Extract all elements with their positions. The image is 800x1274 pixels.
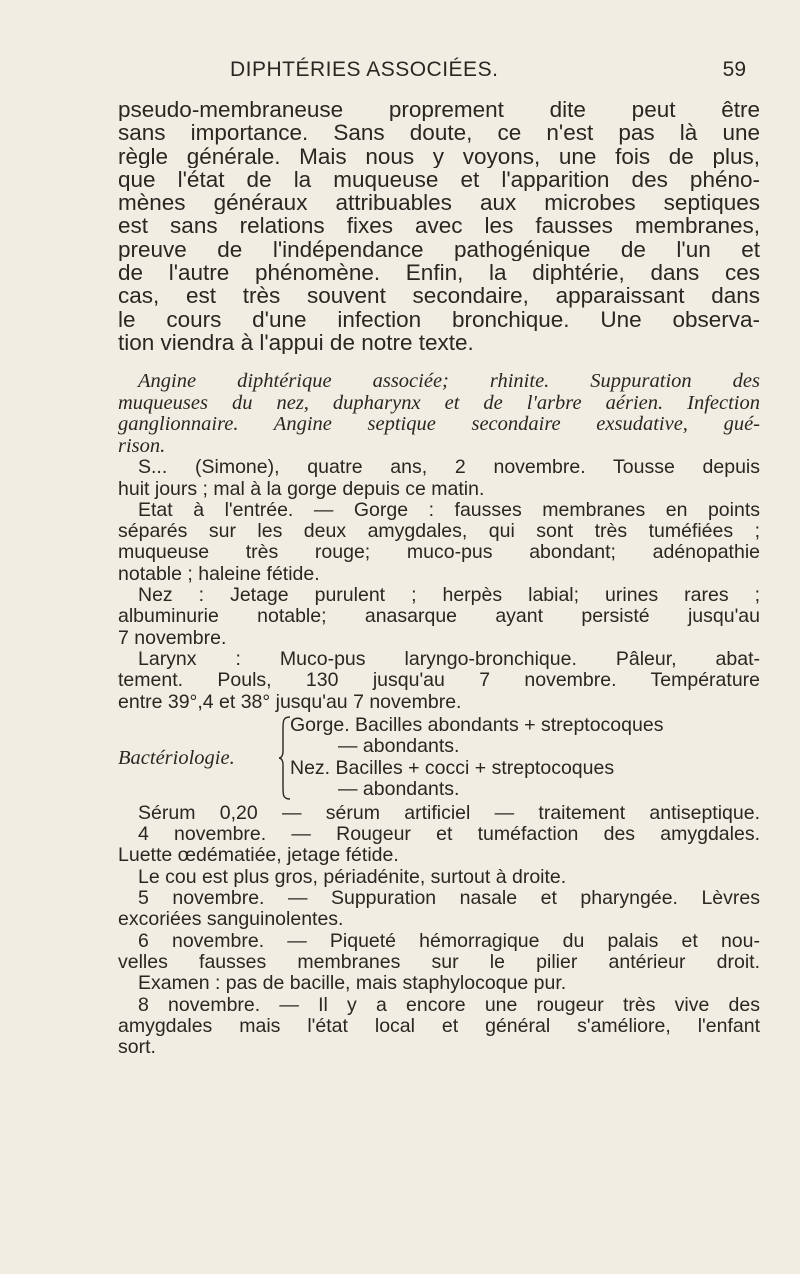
intro-paragraph [118,98,760,354]
text-line: sans importance. Sans doute, ce n'est pas là une [118,121,760,145]
text-line: ganglionnaire. Angine septique secondaire exsudative, gué- [118,414,760,436]
text-line: Le cou est plus gros, périadénite, surtout à droite. [138,866,567,888]
text-line: est sans relations fixes avec les fausses membranes, [118,214,760,238]
text-line: pseudo-membraneuse proprement dite peut être [118,98,760,122]
text-line: Nez. Bacilles + cocci + streptocoques [290,757,615,779]
bacteriology-block [118,715,760,803]
text-line: règle générale. Mais nous y voyons, une fois de plus, [118,144,760,168]
bacteriology-label: Bactériologie. [118,746,235,769]
text-line: Nez : Jetage purulent ; herpès labial; urines rares ; [138,585,760,607]
text-line: le cours d'une infection bronchique. Une observa- [118,307,760,331]
text-line: muqueuses du nez, dupharynx et de l'arbre aérien. Infection [118,392,760,414]
text-line: Etat à l'entrée. — Gorge : fausses membranes en points [138,499,760,521]
text-line: séparés sur les deux amygdales, qui sont très tuméfiées ; [118,521,760,543]
text-line: S... (Simone), quatre ans, 2 novembre. Tousse depuis [138,457,760,479]
text-line: Sérum 0,20 — sérum artificiel — traitement antiseptique. [138,802,760,824]
text-line: Larynx : Muco-pus laryngo-bronchique. Pâleur, abat- [138,648,760,670]
text-line: rison. [118,435,166,457]
text-line: Angine diphtérique associée; rhinite. Suppuration des [138,371,760,393]
text-line: 6 novembre. — Piqueté hémorragique du palais et nou- [138,930,760,952]
text-line: tement. Pouls, 130 jusqu'au 7 novembre. Température [118,670,760,692]
text-line: Gorge. Bacilles abondants + streptocoques [290,714,664,736]
page-header [120,58,760,88]
text-line: — abondants. [338,779,460,801]
text-line: sort. [118,1037,156,1059]
text-line: 4 novembre. — Rougeur et tuméfaction des amygdales. [138,824,760,846]
body-text [118,98,760,1058]
text-line: notable ; haleine fétide. [118,563,320,585]
case-report-a [118,457,760,713]
text-line: que l'état de la muqueuse et l'apparition des phéno- [118,167,760,192]
text-line: amygdales mais l'état local et général s'améliore, l'enfant [118,1015,760,1037]
text-line: 8 novembre. — Il y a encore une rougeur très vive des [138,994,760,1016]
text-line: — abondants. [338,736,460,758]
text-line: velles fausses membranes sur le pilier antérieur droit. [118,951,760,973]
running-title: DIPHTÉRIES ASSOCIÉES. [230,58,499,81]
text-line: Examen : pas de bacille, mais staphylocoque pur. [138,973,567,995]
text-line: preuve de l'indépendance pathogénique de l'un et [118,237,760,262]
text-line: 5 novembre. — Suppuration nasale et pharyngée. Lèvres [138,888,760,910]
text-line: excoriées sanguinolentes. [118,909,344,931]
bacteriology-lines [290,715,760,801]
case-title [118,371,760,457]
text-line: Luette œdématiée, jetage fétide. [118,845,399,867]
text-line: tion viendra à l'appui de notre texte. [118,330,474,355]
text-line: muqueuse très rouge; muco-pus abondant; adénopathie [118,542,760,564]
text-line: 7 novembre. [118,627,227,649]
case-report-b [118,803,760,1059]
text-line: entre 39°,4 et 38° jusqu'au 7 novembre. [118,691,462,713]
text-line: mènes généraux attribuables aux microbes septiques [118,191,760,215]
page-number: 59 [722,58,746,81]
text-line: cas, est très souvent secondaire, apparaissant dans [118,284,760,308]
text-line: albuminurie notable; anasarque ayant persisté jusqu'au [118,606,760,628]
text-line: huit jours ; mal à la gorge depuis ce matin. [118,478,485,500]
text-line: de l'autre phénomène. Enfin, la diphtérie, dans ces [118,261,760,285]
